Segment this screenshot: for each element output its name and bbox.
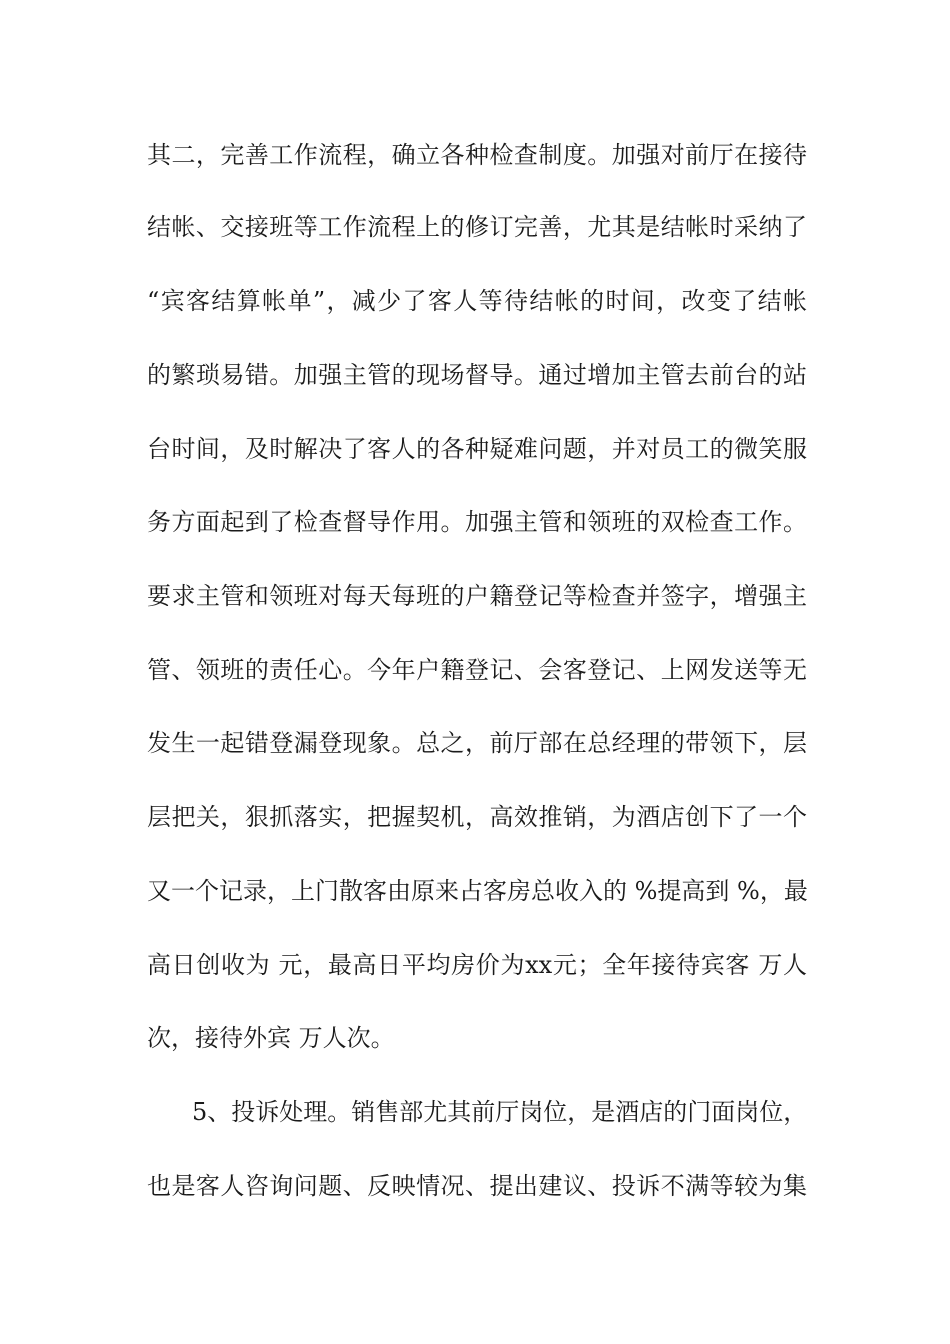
paragraph-line: “宾客结算帐单”，减少了客人等待结帐的时间，改变了结帐 — [147, 287, 807, 315]
paragraph-line: 要求主管和领班对每天每班的户籍登记等检查并签字，增强主 — [147, 582, 807, 610]
paragraph-line: 的繁琐易错。加强主管的现场督导。通过增加主管去前台的站 — [147, 361, 807, 389]
paragraph-line: 5、投诉处理。销售部尤其前厅岗位，是酒店的门面岗位， — [192, 1098, 808, 1126]
paragraph-line: 台时间，及时解决了客人的各种疑难问题，并对员工的微笑服 — [147, 435, 807, 463]
paragraph-line: 又一个记录，上门散客由原来占客房总收入的 %提高到 %，最 — [147, 877, 808, 905]
paragraph-line: 结帐、交接班等工作流程上的修订完善，尤其是结帐时采纳了 — [147, 213, 807, 241]
paragraph-line: 发生一起错登漏登现象。总之，前厅部在总经理的带领下，层 — [147, 729, 807, 757]
paragraph-line: 管、领班的责任心。今年户籍登记、会客登记、上网发送等无 — [147, 656, 807, 684]
paragraph-line: 高日创收为 元，最高日平均房价为xx元；全年接待宾客 万人 — [147, 951, 807, 979]
paragraph-line: 也是客人咨询问题、反映情况、提出建议、投诉不满等较为集 — [147, 1172, 807, 1200]
paragraph-line: 层把关，狠抓落实，把握契机，高效推销，为酒店创下了一个 — [147, 803, 807, 831]
paragraph-line: 其二，完善工作流程，确立各种检查制度。加强对前厅在接待 — [147, 141, 807, 169]
paragraph-line: 次，接待外宾 万人次。 — [147, 1024, 395, 1052]
paragraph-line: 务方面起到了检查督导作用。加强主管和领班的双检查工作。 — [147, 508, 807, 536]
